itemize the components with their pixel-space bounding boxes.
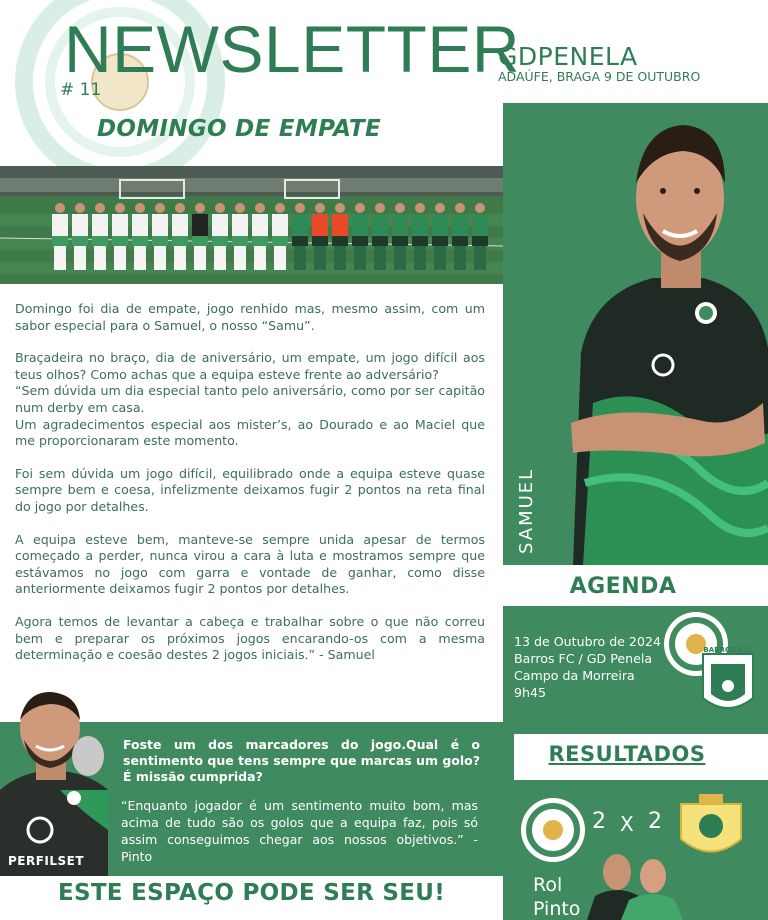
scorers-photo [587, 854, 683, 920]
away-score: 2 [648, 809, 662, 834]
article-paragraph: A equipa esteve bem, manteve-se sempre unida apesar de termos começado a perder, nunca virou a cara à luta e mostramos sempre que estávamos no jogo com garra e vontade de ganhar, como disse anteriormente deixamos fugir 2 pontos por detalhes. [15, 531, 485, 597]
scorer-name: Rol [533, 874, 563, 896]
agenda-title: AGENDA [569, 574, 677, 599]
results-title: RESULTADOS [548, 742, 706, 766]
opponent-crest-icon [681, 794, 741, 852]
agenda-venue: Campo da Morreira [514, 668, 635, 683]
issue-number: # 11 [60, 80, 102, 100]
barros-fc-crest-icon [703, 654, 753, 708]
article-paragraph: “Sem dúvida um dia especial tanto pelo aniversário, como por ser capitão num derby em casa. [15, 383, 485, 415]
interview-question: Foste um dos marcadores do jogo.Qual é o sentimento que tens sempre que marcas um golo? É missão cumprida? [123, 737, 480, 784]
scorer-names [533, 873, 580, 920]
team-lineup-photo [0, 166, 503, 284]
scorer-name: Pinto [533, 898, 581, 920]
place-date: ADAÚFE, BRAGA 9 DE OUTUBRO [498, 69, 701, 84]
barros-fc-crest-label: BARROS F.C. [703, 646, 753, 654]
home-score: 2 [592, 809, 606, 834]
footer-ad-text: ESTE ESPAÇO PODE SER SEU! [57, 880, 446, 906]
score-separator: X [620, 812, 634, 836]
article-paragraph: Domingo foi dia de empate, jogo renhido mas, mesmo assim, com um sabor especial para o Samuel, o nosso “Samu”. [15, 301, 485, 333]
agenda-match: Barros FC / GD Penela [514, 651, 653, 666]
interview-answer: “Enquanto jogador é um sentimento muito bom, mas acima de tudo são os golos que a equipa faz, pois só assim conseguimos chegar aos nossos objetivos.” - Pinto [121, 798, 478, 864]
article-body [15, 301, 485, 664]
agenda-date: 13 de Outubro de 2024 [514, 634, 661, 649]
featured-player-name: SAMUEL [516, 467, 537, 554]
article-paragraph: Agora temos de levantar a cabeça e trabalhar sobre o que não correu bem e preparar os próximos jogos encarando-os com a mesma determinação e coesão destes 2 jogos iniciais.” - Samuel [15, 613, 485, 663]
featured-player-panel [503, 103, 768, 565]
agenda-time: 9h45 [514, 685, 547, 700]
article-paragraph: Braçadeira no braço, dia de aniversário, um empate, um jogo difícil aos teus olhos? Como achas que a equipa esteve frente ao adversário? [15, 350, 485, 382]
agenda-details [514, 633, 661, 701]
interviewee-photo [0, 690, 112, 876]
player-portrait [503, 103, 768, 565]
article-paragraph: Um agradecimentos especial aos mister’s, ao Dourado e ao Maciel que me proporcionaram este momento. [15, 416, 485, 449]
newsletter-title: NEWSLETTER [64, 12, 521, 86]
article-paragraph: Foi sem dúvida um jogo difícil, equilibrado onde a equipa esteve quase sempre bem e coesa, infelizmente deixamos fugir 2 pontos na reta final do jogo por detalhes. [15, 465, 485, 514]
gd-penela-crest-icon [521, 798, 585, 862]
club-name: GDPENELA [498, 42, 638, 71]
sponsor-text: PERFILSET [8, 854, 85, 868]
headline: DOMINGO DE EMPATE [97, 116, 382, 142]
